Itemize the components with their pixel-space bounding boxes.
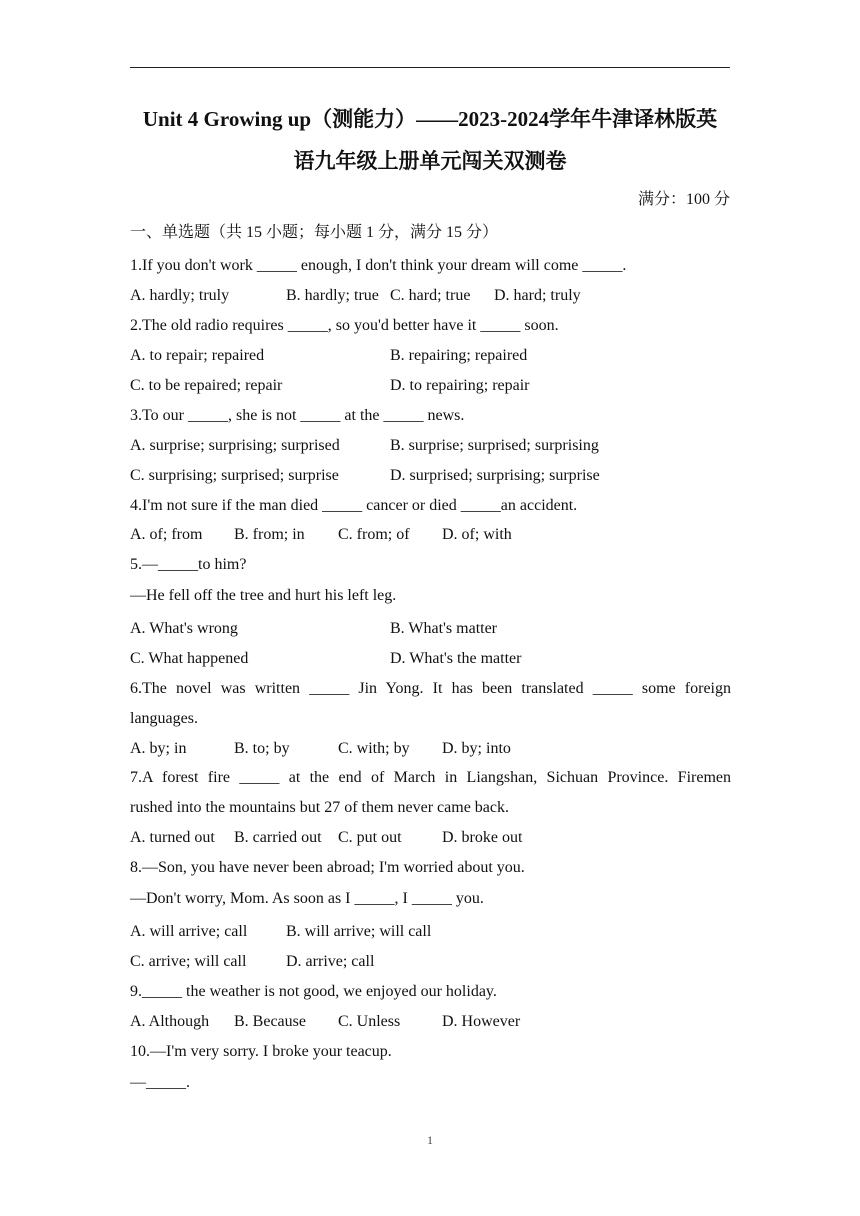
page-number: 1	[427, 1133, 433, 1147]
question-stem: 2.The old radio requires _____, so you'd better have it _____ soon.	[130, 317, 559, 334]
option-a: A. hardly; truly	[130, 287, 230, 304]
option-c: C. hard; true	[390, 287, 471, 304]
option-b: B. What's matter	[390, 620, 498, 637]
option-a: A. surprise; surprising; surprised	[130, 437, 340, 454]
option-b: B. will arrive; will call	[286, 923, 432, 940]
question-stem-continued: —Don't worry, Mom. As soon as I _____, I _____ you.	[130, 890, 484, 907]
total-score: 满分：100 分	[637, 191, 730, 208]
option-d: D. of; with	[442, 526, 512, 543]
option-b: B. surprise; surprised; surprising	[390, 437, 599, 454]
option-b: B. from; in	[234, 526, 305, 543]
option-b: B. repairing; repaired	[390, 347, 528, 364]
question-stem-continued: —_____.	[130, 1074, 190, 1091]
question-stem-continued: —He fell off the tree and hurt his left leg.	[130, 587, 397, 604]
question-stem: 4.I'm not sure if the man died _____ cancer or died _____an accident.	[130, 497, 578, 514]
option-a: A. to repair; repaired	[130, 347, 265, 364]
header-rule	[130, 67, 730, 68]
option-b: B. hardly; true	[286, 287, 379, 304]
option-d: D. What's the matter	[390, 650, 522, 667]
option-c: C. put out	[338, 829, 402, 846]
option-c: C. with; by	[338, 740, 410, 757]
question-stem-continued: languages.	[130, 710, 198, 727]
option-a: A. by; in	[130, 740, 187, 757]
page-title-line-2: 语九年级上册单元闯关双测卷	[293, 149, 567, 173]
option-a: A. What's wrong	[130, 620, 238, 637]
question-stem: 1.If you don't work _____ enough, I don't think your dream will come _____.	[130, 257, 627, 274]
option-d: D. However	[442, 1013, 521, 1030]
question-stem: 10.—I'm very sorry. I broke your teacup.	[130, 1043, 392, 1060]
page-title-line-1: Unit 4 Growing up（测能力）——2023-2024学年牛津译林版英	[142, 107, 718, 131]
option-d: D. surprised; surprising; surprise	[390, 467, 600, 484]
question-stem-continued: rushed into the mountains but 27 of them never came back.	[130, 799, 510, 816]
option-a: A. turned out	[130, 829, 215, 846]
option-c: C. Unless	[338, 1013, 401, 1030]
option-b: B. carried out	[234, 829, 322, 846]
option-a: A. will arrive; call	[130, 923, 248, 940]
option-d: D. broke out	[442, 829, 523, 846]
option-d: D. hard; truly	[494, 287, 581, 304]
option-c: C. to be repaired; repair	[130, 377, 283, 394]
option-d: D. by; into	[442, 740, 511, 757]
question-stem: 3.To our _____, she is not _____ at the _____ news.	[130, 407, 465, 424]
question-stem: 5.—_____to him?	[130, 556, 247, 573]
option-d: D. to repairing; repair	[390, 377, 530, 394]
option-c: C. surprising; surprised; surprise	[130, 467, 339, 484]
option-a: A. Although	[130, 1013, 210, 1030]
option-c: C. What happened	[130, 650, 249, 667]
option-d: D. arrive; call	[286, 953, 375, 970]
option-b: B. to; by	[234, 740, 290, 757]
question-stem: 8.—Son, you have never been abroad; I'm worried about you.	[130, 859, 525, 876]
question-stem: 6.The novel was written _____ Jin Yong. It has been translated _____ some foreign	[130, 680, 731, 697]
option-a: A. of; from	[130, 526, 203, 543]
section-heading: 一、单选题（共 15 小题；每小题 1 分，满分 15 分）	[130, 224, 499, 241]
option-c: C. arrive; will call	[130, 953, 247, 970]
option-b: B. Because	[234, 1013, 306, 1030]
question-stem: 7.A forest fire _____ at the end of March in Liangshan, Sichuan Province. Firemen	[130, 769, 731, 786]
option-c: C. from; of	[338, 526, 410, 543]
question-stem: 9._____ the weather is not good, we enjoyed our holiday.	[130, 983, 497, 1000]
